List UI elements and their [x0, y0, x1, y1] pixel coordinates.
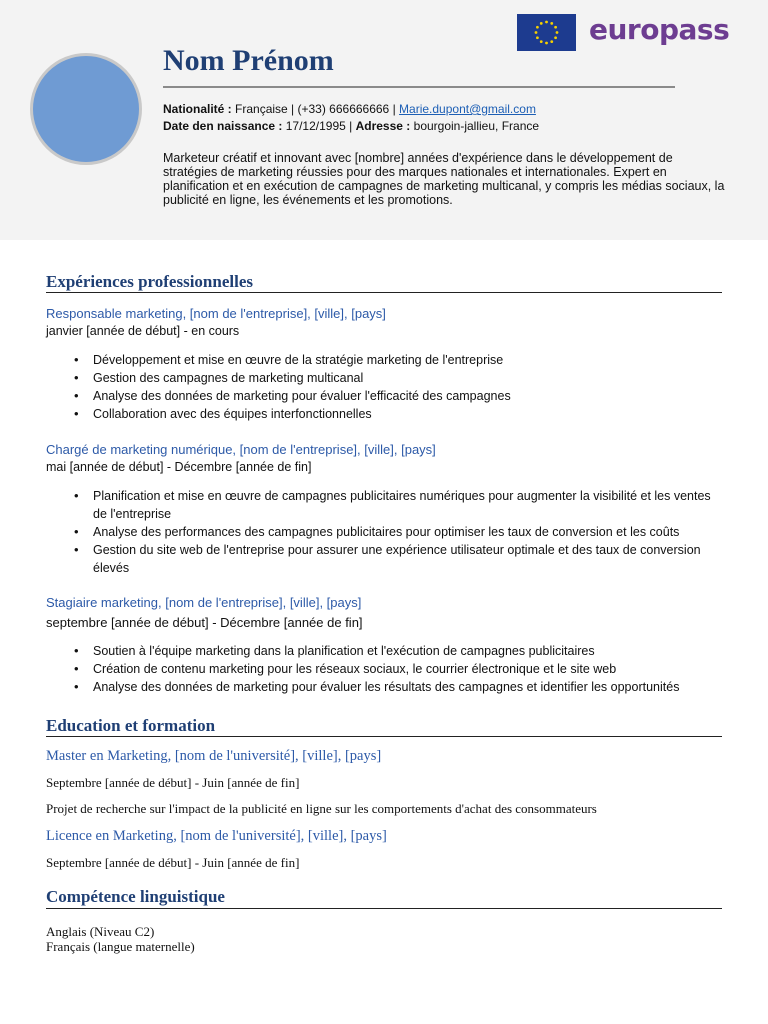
nationality-phone-text: Française | (+33) 666666666 |	[235, 102, 396, 116]
profile-photo-placeholder	[30, 53, 142, 165]
language-item: Anglais (Niveau C2)	[46, 924, 155, 939]
education-divider	[46, 736, 722, 737]
list-item: • Gestion du site web de l'entreprise pour assurer une expérience utilisateur optimale et des taux de conversion élevés	[93, 541, 713, 577]
contact-line	[163, 101, 763, 117]
job-dates: septembre [année de début] - Décembre [année de fin]	[46, 615, 363, 630]
list-item: • Analyse des données de marketing pour évaluer l'efficacité des campagnes	[93, 387, 713, 405]
education-section-title: Education et formation	[46, 716, 216, 735]
job-title: Stagiaire marketing, [nom de l'entreprise], [ville], [pays]	[46, 595, 362, 610]
degree-title: Master en Marketing, [nom de l'université], [ville], [pays]	[46, 748, 382, 764]
experience-section-title: Expériences professionnelles	[46, 272, 253, 291]
job-dates: mai [année de début] - Décembre [année de fin]	[46, 460, 312, 474]
job-title: Responsable marketing, [nom de l'entreprise], [ville], [pays]	[46, 306, 386, 321]
birth-address-line	[163, 118, 763, 134]
list-item: • Analyse des performances des campagnes publicitaires pour optimiser les taux de conversion et les coûts	[93, 523, 713, 541]
list-item: • Analyse des données de marketing pour évaluer les résultats des campagnes et identifier les opportunités	[93, 678, 713, 696]
languages-section-title: Compétence linguistique	[46, 887, 225, 906]
birth-label: Date den naissance :	[163, 119, 283, 133]
name-divider	[163, 86, 675, 88]
list-item: • Soutien à l'équipe marketing dans la planification et l'exécution de campagnes publicitaires	[93, 642, 713, 660]
list-item: • Développement et mise en œuvre de la stratégie marketing de l'entreprise	[93, 351, 713, 369]
job-responsibilities	[93, 351, 713, 423]
language-item: Français (langue maternelle)	[46, 939, 195, 954]
job-responsibilities	[93, 487, 713, 577]
eu-flag-icon	[517, 14, 576, 51]
candidate-name: Nom Prénom	[163, 44, 334, 77]
degree-note: Projet de recherche sur l'impact de la publicité en ligne sur les comportements d'achat des consommateurs	[46, 801, 597, 816]
list-item: • Collaboration avec des équipes interfonctionnelles	[93, 405, 713, 423]
header-panel	[0, 0, 768, 240]
email-link[interactable]: Marie.dupont@gmail.com	[399, 102, 536, 116]
address-value: bourgoin-jallieu, France	[413, 119, 540, 133]
job-title: Chargé de marketing numérique, [nom de l'entreprise], [ville], [pays]	[46, 442, 436, 457]
list-item: • Gestion des campagnes de marketing multicanal	[93, 369, 713, 387]
job-dates: janvier [année de début] - en cours	[46, 324, 240, 338]
list-item: • Création de contenu marketing pour les réseaux sociaux, le courrier électronique et le site web	[93, 660, 713, 678]
profile-summary: Marketeur créatif et innovant avec [nombre] années d'expérience dans le développement de stratégies de marketing réussies pour des marques nationales et internationales. Expert en planification et en exécution de campagnes de marketing multicanal, y compris les médias sociaux, la publicité en ligne, les événements et les promotions.	[163, 151, 725, 207]
degree-title: Licence en Marketing, [nom de l'université], [ville], [pays]	[46, 828, 387, 844]
job-responsibilities	[93, 642, 713, 696]
europass-logo: europass	[589, 13, 730, 46]
nationality-label: Nationalité :	[163, 102, 232, 116]
address-label: Adresse :	[355, 119, 411, 133]
languages-divider	[46, 908, 722, 909]
experience-divider	[46, 292, 722, 293]
birth-date: 17/12/1995 |	[285, 119, 353, 133]
degree-dates: Septembre [année de début] - Juin [année de fin]	[46, 775, 300, 790]
list-item: • Planification et mise en œuvre de campagnes publicitaires numériques pour augmenter la visibilité et les ventes de l'entreprise	[93, 487, 713, 523]
degree-dates: Septembre [année de début] - Juin [année de fin]	[46, 855, 300, 870]
